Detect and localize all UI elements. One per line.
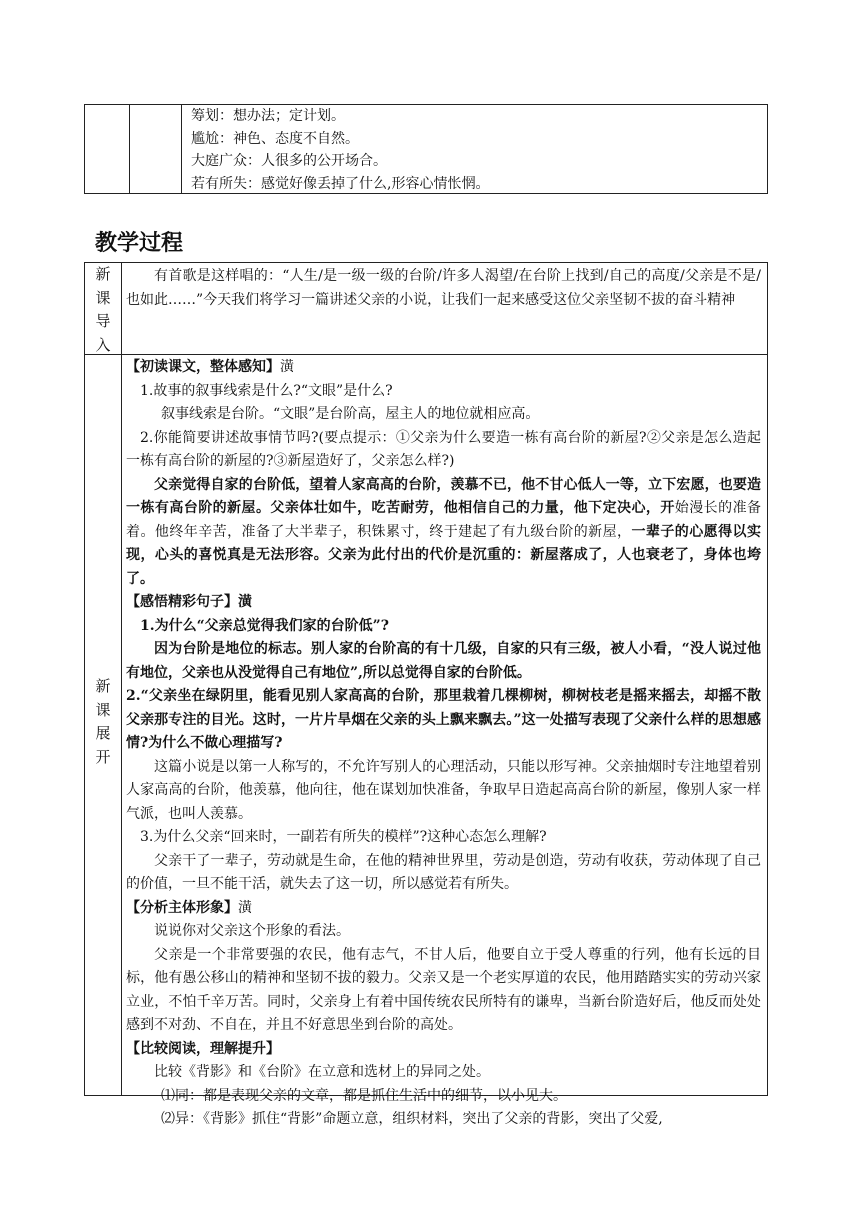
section-title: 【分析主体形象】潢 bbox=[126, 899, 252, 916]
answer: 父亲是一个非常要强的农民，他有志气，不甘人后，他要自立于受人尊重的行列，他有长远的目标，他有愚公移山的精神和坚韧不拔的毅力。父亲又是一个老实厚道的农民，他用踏踏实实的劳动兴家立业，不怕千辛万苦。同时，父亲身上有着中国传统农民所特有的谦卑，当新台阶造好后，他反而处处感到不对劲、不自在，并且不好意思坐到台阶的高处。 bbox=[126, 946, 761, 1033]
answer: ⑵异：《背影》抓住“背影”命题立意，组织材料，突出了父亲的背影，突出了父爱, bbox=[161, 1111, 663, 1127]
section-heading: 教学过程 bbox=[95, 231, 184, 256]
vocab-item: 若有所失：感觉好像丢掉了什么,形容心情怅惘。 bbox=[191, 175, 490, 192]
vocab-item: 大庭广众：人很多的公开场合。 bbox=[191, 153, 387, 169]
row-label-intro: 新 课 导 入 bbox=[95, 265, 111, 354]
answer: ⑴同：都是表现父亲的文章，都是抓住生活中的细节，以小见大。 bbox=[161, 1087, 567, 1104]
question: 比较《背影》和《台阶》在立意和选材上的异同之处。 bbox=[154, 1064, 490, 1080]
question: 3.为什么父亲“回来时，一副若有所失的模样”?这种心态怎么理解? bbox=[140, 829, 547, 845]
row-divider bbox=[85, 354, 767, 355]
question: 2.“父亲坐在绿阴里，能看见别人家高高的台阶，那里栽着几棵柳树，柳树枝老是摇来摇去，却摇不散父亲那专注的目光。这时，一片片旱烟在父亲的头上飘来飘去。”这一处描写表现了父亲什么样的思想感情?为什么不做心理描写? bbox=[126, 688, 761, 751]
section-title: 【初读课文，整体感知】潢 bbox=[126, 359, 294, 375]
question: 1.为什么“父亲总觉得我们家的台阶低”? bbox=[140, 617, 389, 634]
vocab-list bbox=[191, 105, 761, 195]
answer: 父亲觉得自家的台阶低，望着人家高高的台阶，羡慕不已，他不甘心低人一等，立下宏愿，也要造一栋有高台阶的新屋。父亲体壮如牛，吃苦耐劳，他相信自己的力量，他下定决心，开始漫长的准备着。他终年辛苦，准备了大半辈子，积铢累寸，终于建起了有九级台阶的新屋，一辈子的心愿得以实现，心头的喜悦真是无法形容。父亲为此付出的代价是沉重的：新屋落成了，人也衰老了，身体也垮了。 bbox=[126, 476, 762, 587]
lesson-content bbox=[126, 356, 761, 1132]
question: 2.你能简要讲述故事情节吗?(要点提示：①父亲为什么要造一栋有高台阶的新屋?②父亲是怎么造起一栋有高台阶的新屋的?③新屋造好了，父亲怎么样?) bbox=[126, 429, 761, 469]
column-divider bbox=[121, 263, 122, 1095]
section-title: 【比较阅读，理解提升】 bbox=[126, 1040, 280, 1057]
answer: 父亲干了一辈子，劳动就是生命，在他的精神世界里，劳动是创造，劳动有收获，劳动体现了自己的价值，一旦不能干活，就失去了这一切，所以感觉若有所失。 bbox=[126, 852, 761, 892]
answer: 因为台阶是地位的标志。别人家的台阶高的有十几级，自家的只有三级，被人小看，“没人说过他有地位，父亲也从没觉得自己有地位”,所以总觉得自家的台阶低。 bbox=[126, 641, 761, 681]
teaching-process-table bbox=[84, 262, 768, 1127]
row-label-lesson: 新 课 展 开 bbox=[95, 677, 111, 766]
vocab-item: 筹划：想办法；定计划。 bbox=[191, 108, 345, 124]
section-title: 【感悟精彩句子】潢 bbox=[126, 594, 252, 610]
vocabulary-table bbox=[84, 104, 768, 194]
intro-text: 有首歌是这样唱的：“人生/是一级一级的台阶/许多人渴望/在台阶上找到/自己的高度/父亲是不是/也如此……”今天我们将学习一篇讲述父亲的小说，让我们一起来感受这位父亲坚韧不拔的奋斗精神 bbox=[126, 268, 761, 308]
question: 说说你对父亲这个形象的看法。 bbox=[154, 923, 350, 939]
vocab-empty-cell-1 bbox=[85, 105, 130, 193]
question: 1.故事的叙事线索是什么?“文眼”是什么? bbox=[140, 382, 393, 399]
vocab-empty-cell-2 bbox=[129, 105, 182, 193]
answer: 叙事线索是台阶。“文眼”是台阶高，屋主人的地位就相应高。 bbox=[161, 406, 540, 422]
vocab-item: 尴尬：神色、态度不自然。 bbox=[191, 130, 359, 147]
answer: 这篇小说是以第一人称写的，不允许写别人的心理活动，只能以形写神。父亲抽烟时专注地望着别人家高高的台阶，他羡慕，他向往，他在谋划加快准备，争取早日造起高高台阶的新屋，像别人家一样气派，也叫人羡慕。 bbox=[126, 758, 761, 822]
